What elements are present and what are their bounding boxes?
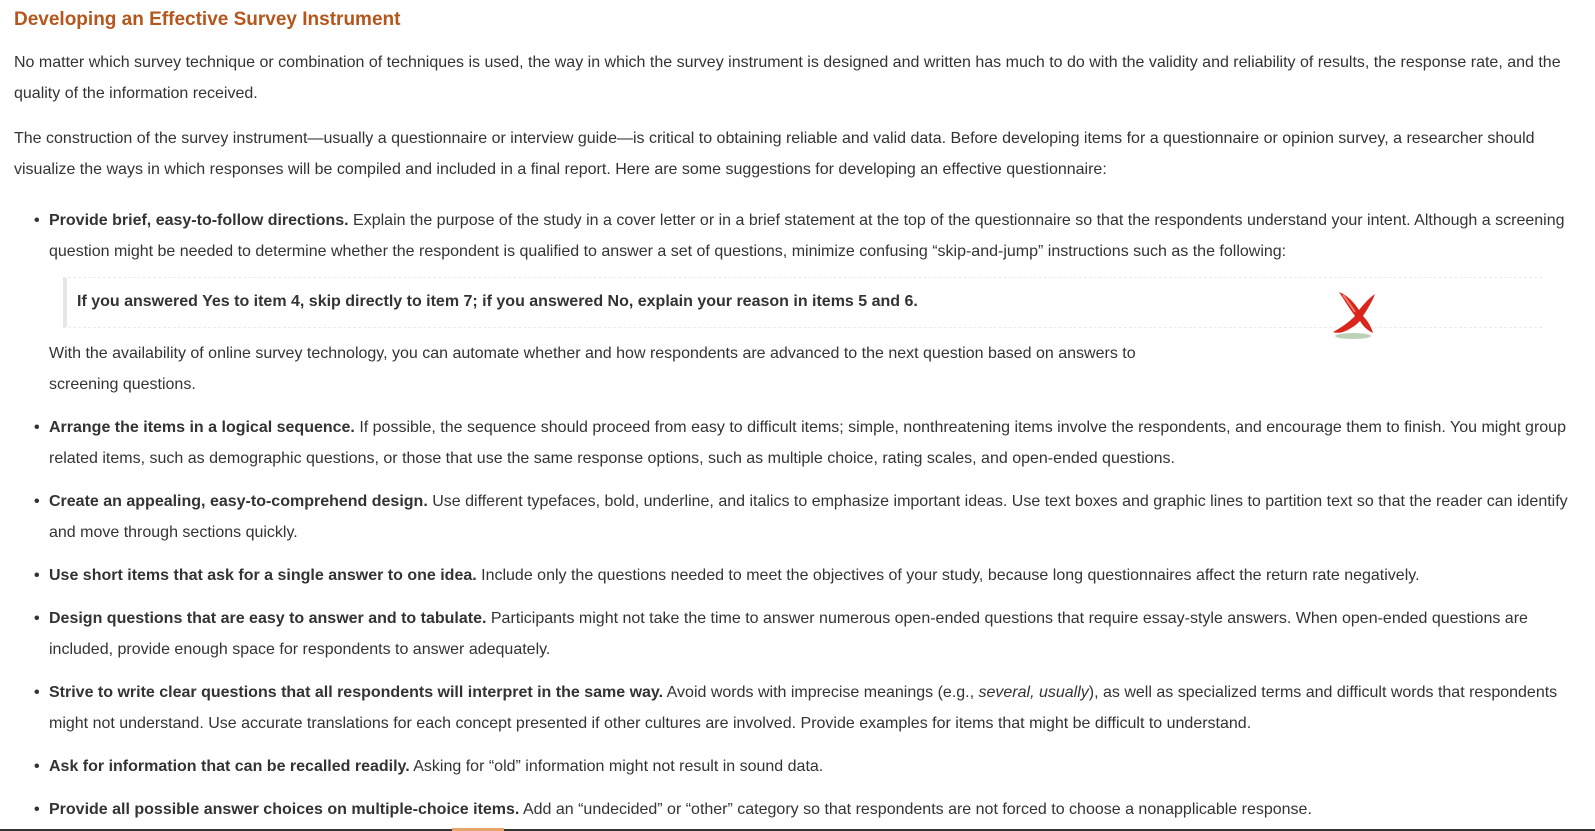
bullet-marker: • (34, 801, 40, 818)
tip-lead: Strive to write clear questions that all respondents will interpret in the same way. (49, 684, 664, 701)
tip-text: Avoid words with imprecise meanings (e.g., (663, 684, 979, 701)
intro-paragraph-2: The construction of the survey instrument—usually a questionnaire or interview guide—is critical to obtaining reliable and valid data. Before developing items for a questionnaire or opinion survey, a researcher should visualize the ways in which responses will be compiled and included in a final report. Here are some suggestions for developing an effective questionnaire: (14, 130, 1535, 178)
tip-text: Add an “undecided” or “other” category so that respondents are not forced to choose a nonapplicable response. (519, 801, 1312, 818)
tip-lead: Design questions that are easy to answer and to tabulate. (49, 610, 487, 627)
bullet-marker: • (34, 567, 40, 584)
article (14, 6, 1584, 831)
tip-lead: Provide brief, easy-to-follow directions. (49, 212, 349, 229)
list-item (14, 486, 1589, 548)
tip-followup: With the availability of online survey technology, you can automate whether and how respondents are advanced to the next question based on answers to screening questions. (49, 345, 1136, 393)
bullet-marker: • (34, 493, 40, 510)
tip-lead: Ask for information that can be recalled readily. (49, 758, 410, 775)
tip-lead: Create an appealing, easy-to-comprehend design. (49, 493, 428, 510)
intro-paragraph-1: No matter which survey technique or combination of techniques is used, the way in which the survey instrument is designed and written has much to do with the validity and reliability of results, the response rate, and the quality of the information received. (14, 54, 1561, 102)
tip-text: Include only the questions needed to meet the objectives of your study, because long questionnaires affect the return rate negatively. (476, 567, 1420, 584)
bullet-marker: • (34, 419, 40, 436)
list-item (14, 794, 1589, 825)
list-item (14, 603, 1589, 665)
list-item (14, 412, 1589, 474)
tip-text: Explain the purpose of the study in a cover letter or in a brief statement at the top of the questionnaire so that the respondents understand your intent. Although a screening question might be needed to determine whether the respondent is qualified to answer a set of questions, minimize confusing “skip-and-jump” instructions such as the following: (49, 212, 1565, 260)
tip-text: Participants might not take the time to answer numerous open-ended questions that require essay-style answers. When open-ended questions are included, provide enough space for respondents to answer adequately. (49, 610, 1528, 658)
list-item (14, 677, 1589, 739)
tip-lead: Provide all possible answer choices on multiple-choice items. (49, 801, 520, 818)
bullet-marker: • (34, 610, 40, 627)
list-item (14, 205, 1589, 400)
example-instruction: If you answered Yes to item 4, skip directly to item 7; if you answered No, explain your reason in items 5 and 6. (77, 293, 918, 310)
tip-lead: Arrange the items in a logical sequence. (49, 419, 355, 436)
tip-text: ), as well as specialized terms and difficult words that respondents might not understand. Use accurate translations for each concept presented if other cultures are involved. Provide examples for items that might be difficult to understand. (49, 684, 1558, 732)
example-callout (63, 277, 1542, 328)
tip-text: Use different typefaces, bold, underline, and italics to emphasize important ideas. Use text boxes and graphic lines to partition text so that the reader can identify and move through sections quickly. (49, 493, 1568, 541)
list-item (14, 751, 1589, 782)
tip-emphasis: several, usually (978, 684, 1089, 701)
tip-text: Asking for “old” information might not result in sound data. (409, 758, 824, 775)
bullet-marker: • (34, 684, 40, 701)
list-item (14, 560, 1589, 591)
tip-lead: Use short items that ask for a single answer to one idea. (49, 567, 477, 584)
bullet-marker: • (34, 212, 40, 229)
tips-list (14, 205, 1584, 825)
tip-text: If possible, the sequence should proceed from easy to difficult items; simple, nonthreatening items involve the respondents, and encourage them to finish. You might group related items, such as demographic questions, or those that use the same response options, such as multiple choice, rating scales, and open-ended questions. (49, 419, 1566, 467)
red-x-icon (1329, 286, 1377, 342)
bullet-marker: • (34, 758, 40, 775)
page-title: Developing an Effective Survey Instrument (14, 9, 401, 30)
